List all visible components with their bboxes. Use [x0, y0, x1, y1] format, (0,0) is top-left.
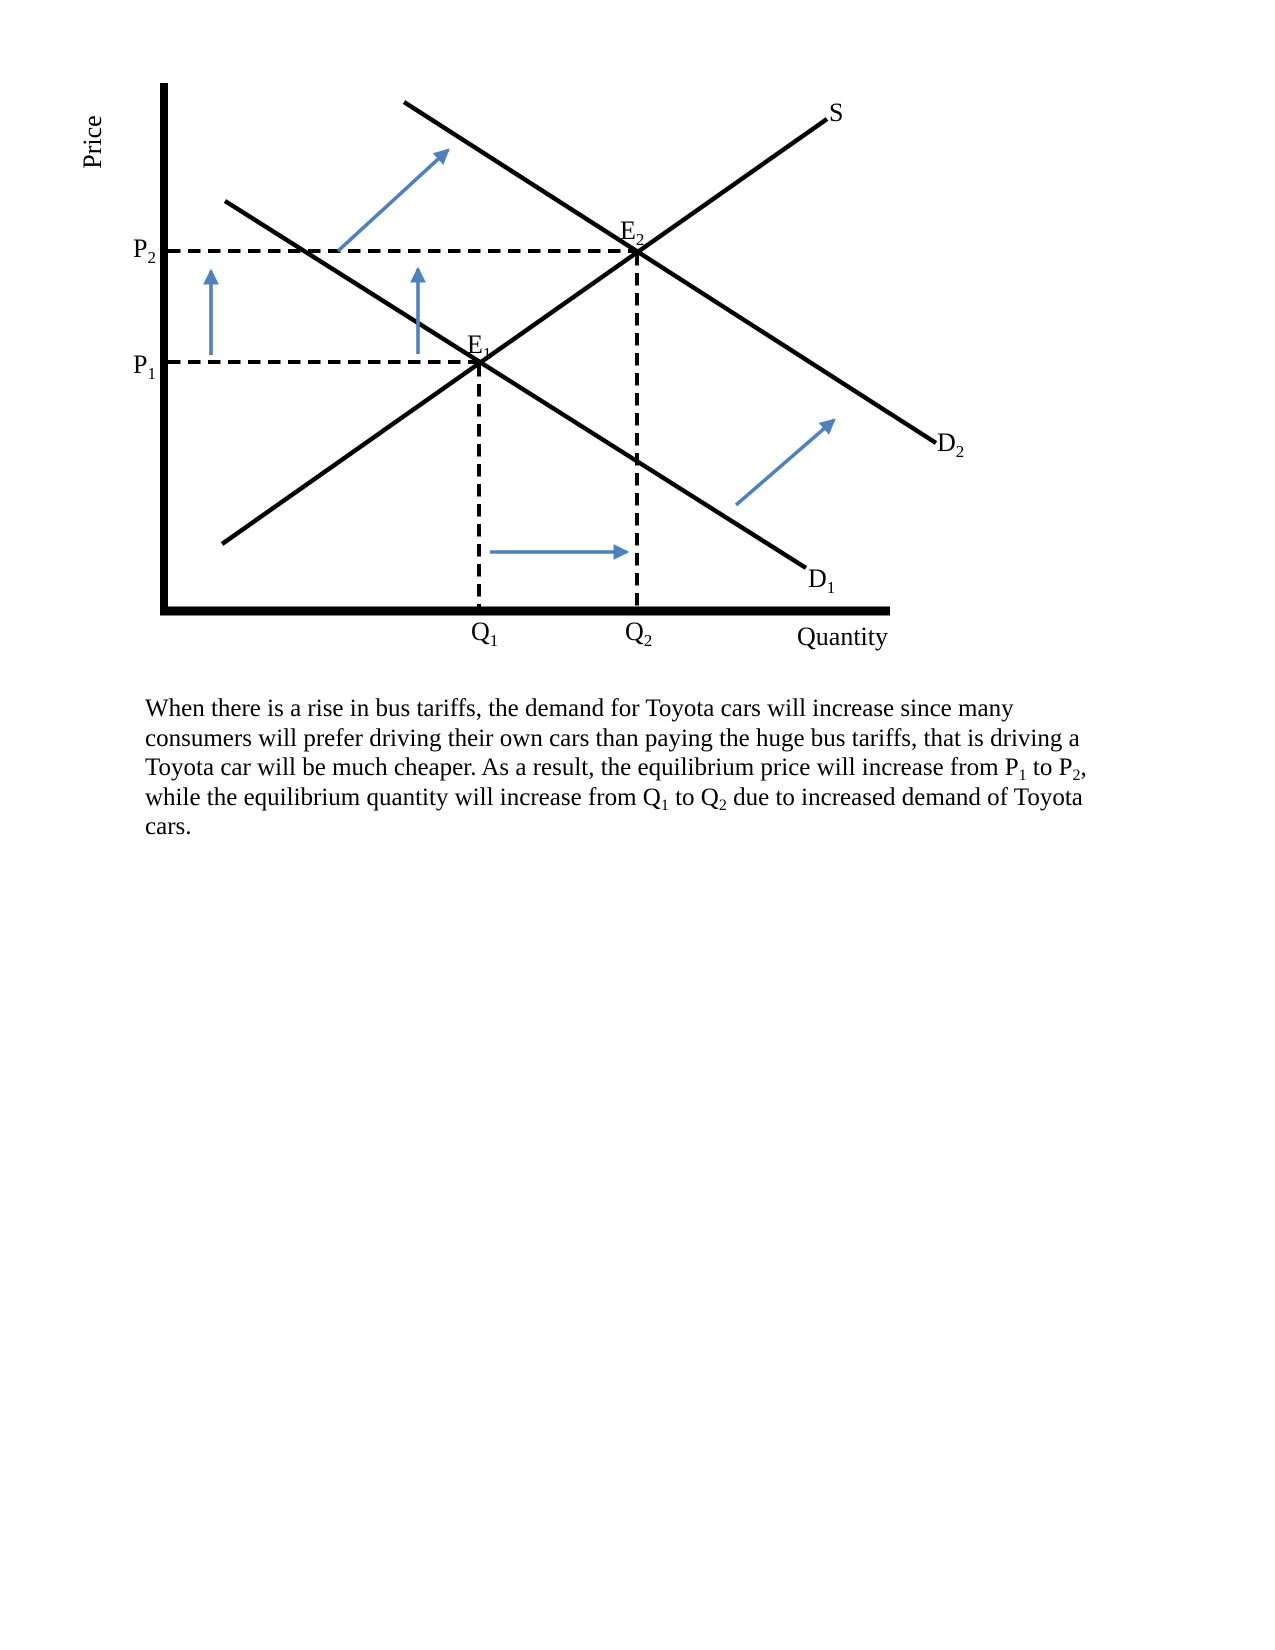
q1-main: Q — [471, 617, 490, 646]
paragraph-text: Toyota car will be much cheaper. As a result, the equilibrium price will increase from P — [145, 754, 1019, 782]
d1-main: D — [808, 564, 827, 593]
paragraph-line-4 — [145, 783, 1087, 813]
subscript-text: 2 — [1072, 767, 1081, 785]
demand-shift-arrow-upper — [338, 150, 448, 251]
e2-label — [620, 216, 644, 249]
e2-main: E — [620, 216, 636, 245]
demand-shift-arrow-lower — [736, 420, 834, 505]
demand2-curve-label — [937, 428, 964, 461]
q1-tick-label — [471, 617, 498, 650]
paragraph-text: cars. — [145, 813, 192, 841]
e1-label — [467, 330, 491, 363]
supply-demand-diagram — [0, 0, 1275, 665]
paragraph-line-5 — [145, 812, 1087, 842]
paragraph-text: while the equilibrium quantity will increase from Q — [145, 783, 661, 811]
demand-curve-1 — [225, 201, 806, 568]
explanation-paragraph — [145, 694, 1087, 842]
q2-sub: 2 — [643, 631, 653, 650]
subscript-text: 2 — [718, 796, 727, 814]
y-axis-title: Price — [78, 115, 107, 169]
subscript-text: 1 — [1018, 767, 1027, 785]
q1-sub: 1 — [489, 631, 499, 650]
p1-main: P — [133, 350, 148, 379]
e1-sub: 1 — [482, 344, 492, 363]
e1-main: E — [467, 330, 483, 359]
paragraph-text: due to increased demand of Toyota — [726, 783, 1083, 811]
paragraph-line-2 — [145, 724, 1087, 754]
q2-main: Q — [625, 617, 644, 646]
q2-tick-label — [625, 617, 652, 650]
demand1-curve-label — [808, 564, 835, 597]
e2-sub: 2 — [635, 230, 645, 249]
paragraph-text: to Q — [668, 783, 719, 811]
supply-curve-label: S — [829, 98, 844, 127]
paragraph-text: consumers will prefer driving their own cars than paying the huge bus tariffs, that is driving a — [145, 724, 1080, 752]
x-axis-title: Quantity — [797, 622, 888, 651]
supply-curve — [222, 119, 827, 544]
paragraph-text: When there is a rise in bus tariffs, the demand for Toyota cars will increase since many — [145, 695, 1014, 722]
demand-curve-2 — [404, 102, 936, 443]
p1-tick-label — [133, 350, 156, 383]
p2-main: P — [133, 234, 148, 263]
paragraph-line-3 — [145, 753, 1087, 783]
p2-sub: 2 — [147, 248, 156, 267]
d2-main: D — [937, 428, 956, 457]
d2-sub: 2 — [955, 442, 965, 461]
paragraph-line-1 — [145, 694, 1087, 724]
subscript-text: 1 — [660, 796, 669, 814]
p2-tick-label — [133, 234, 156, 267]
paragraph-text: , — [1080, 754, 1087, 782]
p1-sub: 1 — [147, 364, 156, 383]
d1-sub: 1 — [826, 578, 836, 597]
paragraph-text: to P — [1026, 754, 1073, 782]
